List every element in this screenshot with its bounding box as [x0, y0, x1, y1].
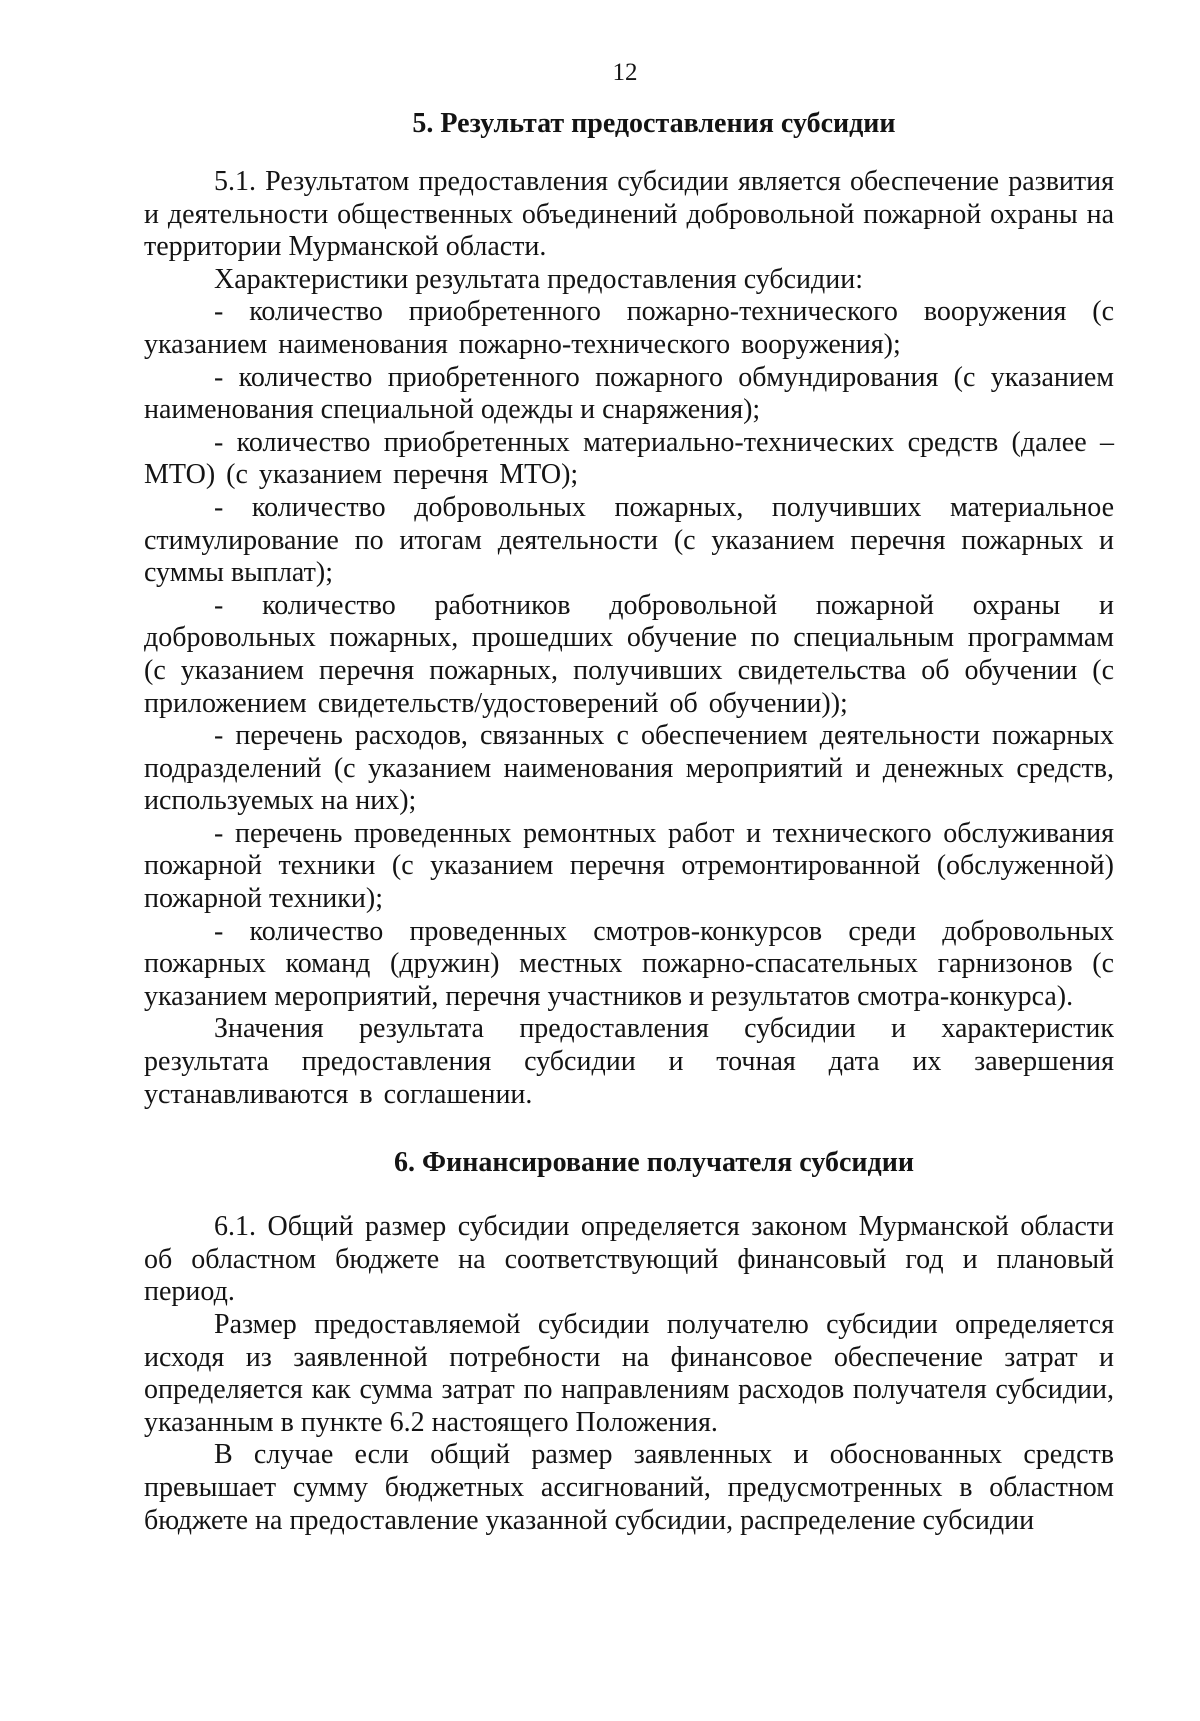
paragraph-5-1: 5.1. Результатом предоставления субсидии является обеспечение развития и деятельности общественных объединений добровольной пожарной охраны на территории Мурманской области. — [144, 166, 1114, 263]
paragraph-subsidy-size: Размер предоставляемой субсидии получателю субсидии определяется исходя из заявленной потребности на финансовое обеспечение затрат и определяется как сумма затрат по направлениям расходов получателя субсидии, указанным в пункте 6.2 настоящего Положения. — [144, 1309, 1114, 1438]
paragraph-distribution: В случае если общий размер заявленных и обоснованных средств превышает сумму бюджетных ассигнований, предусмотренных в областном бюджете на предоставление указанной субсидии, распределение субсидии — [144, 1439, 1114, 1536]
page-number: 12 — [612, 59, 638, 86]
paragraph-6-1: 6.1. Общий размер субсидии определяется законом Мурманской области об областном бюджете на соответствующий финансовый год и плановый период. — [144, 1211, 1114, 1308]
list-item-repairs: - перечень проведенных ремонтных работ и технического обслуживания пожарной техники (с указанием перечня отремонтированной (обслуженной) пожарной техники); — [144, 817, 1114, 915]
list-item-uniform: - количество приобретенного пожарного обмундирования (с указанием наименования специальной одежды и снаряжения); — [144, 361, 1114, 426]
list-item-contests: - количество проведенных смотров-конкурсов среди добровольных пожарных команд (дружин) местных пожарно-спасательных гарнизонов (с указанием мероприятий, перечня участников и результатов смотра-конкурса). — [144, 915, 1114, 1012]
paragraph-characteristics-intro: Характеристики результата предоставления субсидии: — [214, 263, 864, 295]
list-item-incentives: - количество добровольных пожарных, получивших материальное стимулирование по итогам деятельности (с указанием перечня пожарных и суммы выплат); — [144, 491, 1114, 589]
document-body — [144, 108, 1114, 1537]
list-item-equipment: - количество приобретенного пожарно-технического вооружения (с указанием наименования пожарно-технического вооружения); — [144, 296, 1114, 360]
list-item-training: - количество работников добровольной пожарной охраны и добровольных пожарных, прошедших обучение по специальным программам (с указанием перечня пожарных, получивших свидетельства об обучении (с приложением свидетельств/удостоверений об обучении)); — [144, 589, 1114, 719]
paragraph-values-agreement: Значения результата предоставления субсидии и характеристик результата предоставления субсидии и точная дата их завершения устанавливаются в соглашении. — [144, 1013, 1114, 1110]
list-item-mto: - количество приобретенных материально-технических средств (далее – МТО) (с указанием перечня МТО); — [144, 426, 1114, 491]
list-item-expenses: - перечень расходов, связанных с обеспечением деятельности пожарных подразделений (с указанием наименования мероприятий и денежных средств, используемых на них); — [144, 720, 1114, 817]
section-5-heading: 5. Результат предоставления субсидии — [412, 108, 896, 139]
section-6-heading: 6. Финансирование получателя субсидии — [394, 1147, 914, 1179]
